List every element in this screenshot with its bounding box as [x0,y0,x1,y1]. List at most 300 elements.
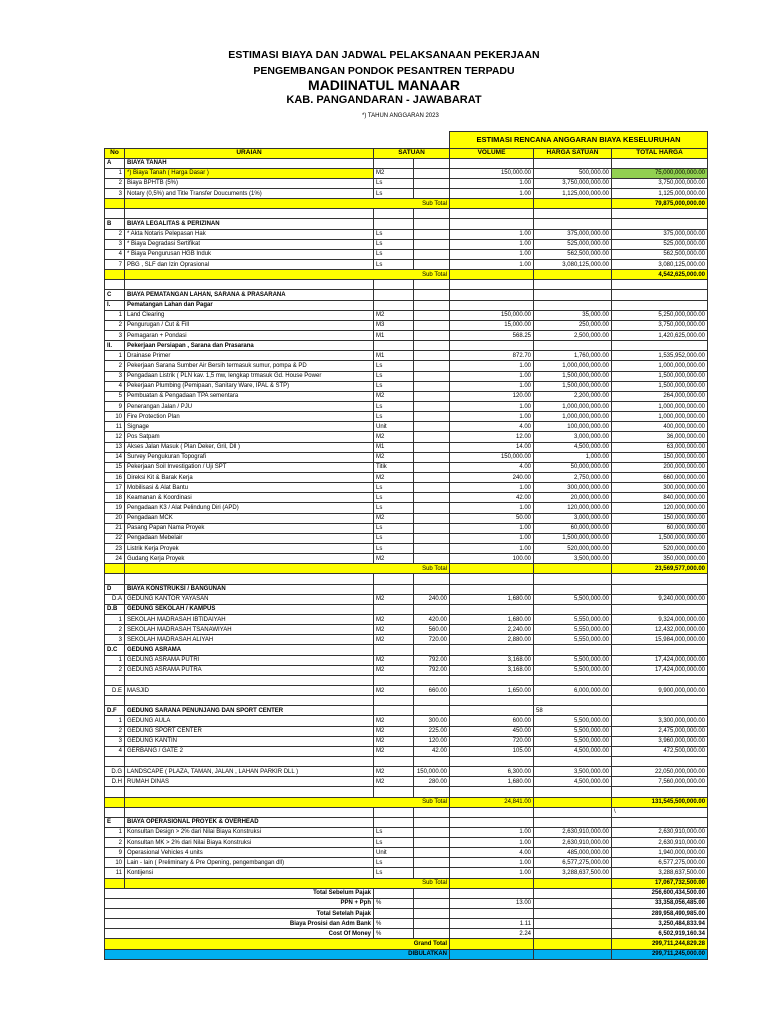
row-total [612,209,708,219]
row-desc: BIAYA TANAH [125,158,374,168]
row-unit: % [374,929,414,939]
row-area [414,706,450,716]
row-desc [125,807,374,817]
row-unit [374,280,414,290]
row-desc [125,675,374,685]
row-no: 2 [105,726,125,736]
row-volume: 1.00 [450,249,534,259]
row-volume [450,888,534,898]
row-volume: 150,000.00 [450,452,534,462]
row-area [414,320,450,330]
row-label: Total Setelah Pajak [105,909,374,919]
row-no: 1 [105,614,125,624]
row-area [414,919,450,929]
row-no: 2 [105,665,125,675]
row-total: 200,000,000.00 [612,462,708,472]
row-volume: 600.00 [450,716,534,726]
table-row [105,473,708,483]
row-no: A [105,158,125,168]
table-band-title: ESTIMASI RENCANA ANGGARAN BIAYA KESELURUHAN [450,132,708,149]
table-row [105,665,708,675]
row-area [414,158,450,168]
row-desc: BIAYA PEMATANGAN LAHAN, SARANA & PRASARANA [125,290,374,300]
row-price: 60,000,000.00 [534,523,612,533]
table-row [105,554,708,564]
row-price: 100,000,000.00 [534,422,612,432]
row-no: 2 [105,625,125,635]
row-area [414,696,450,706]
row-desc: GEDUNG SARANA PENUNJANG DAN SPORT CENTER [125,706,374,716]
row-price: 375,000,000.00 [534,229,612,239]
row-unit: Ls [374,838,414,848]
row-total: 4,542,625,000.00 [612,270,708,280]
row-unit [374,604,414,614]
row-price [534,898,612,908]
table-row [105,543,708,553]
row-price [534,797,612,807]
row-area [414,402,450,412]
row-unit: Ls [374,402,414,412]
row-desc: Direksi Kit & Barak Kerja [125,473,374,483]
row-volume [450,675,534,685]
row-total: 2,630,910,000.00 [612,827,708,837]
row-price: 5,500,000.00 [534,665,612,675]
row-no [105,280,125,290]
row-no: 5 [105,391,125,401]
row-desc: GEDUNG ASRAMA [125,645,374,655]
row-desc: MASJID [125,685,374,695]
row-volume: 1,680.00 [450,777,534,787]
row-volume [450,878,534,888]
row-desc: Listrik Kerja Proyek [125,543,374,553]
row-price [534,787,612,797]
row-desc: Lain - lain ( Preliminary & Pre Opening, pengembangan dll) [125,858,374,868]
table-row [105,736,708,746]
row-unit: Ls [374,523,414,533]
row-no [105,797,125,807]
row-volume [450,341,534,351]
col-header-total-harga: TOTAL HARGA [612,148,708,158]
table-row [105,462,708,472]
summary-row [105,888,708,898]
row-area [414,442,450,452]
row-unit [374,219,414,229]
section-row [105,219,708,229]
row-price: 5,500,000.00 [534,726,612,736]
row-area [414,807,450,817]
row-area [414,209,450,219]
row-desc [125,696,374,706]
row-volume: 1.00 [450,533,534,543]
row-volume: 872.70 [450,351,534,361]
row-area [414,604,450,614]
row-price: 1,000,000,000.00 [534,361,612,371]
row-total [612,675,708,685]
row-price: 120,000,000.00 [534,503,612,513]
table-row [105,625,708,635]
row-total: 150,000,000.00 [612,513,708,523]
row-volume: 1,680.00 [450,594,534,604]
row-no [105,807,125,817]
row-area: 42.00 [414,746,450,756]
row-price: 5,550,000.00 [534,625,612,635]
row-desc [125,574,374,584]
row-unit [374,574,414,584]
table-row [105,371,708,381]
row-no: 3 [105,736,125,746]
blank-row [105,675,708,685]
row-price [534,645,612,655]
summary-row [105,909,708,919]
row-desc: GEDUNG AULA [125,716,374,726]
row-price: 5,550,000.00 [534,635,612,645]
row-area: 280.00 [414,777,450,787]
row-volume: 1.00 [450,178,534,188]
row-total: 15,984,000,000.00 [612,635,708,645]
row-total: 1,000,000,000.00 [612,412,708,422]
row-total: 1,000,000,000.00 [612,361,708,371]
row-no: 16 [105,473,125,483]
row-price: 1,500,000,000.00 [534,533,612,543]
row-no [105,270,125,280]
row-volume [450,645,534,655]
row-total: 3,750,000,000.00 [612,178,708,188]
row-price: 2,630,910,000.00 [534,838,612,848]
row-no [105,564,125,574]
row-total: 256,600,434,500.00 [612,888,708,898]
row-unit: Ls [374,239,414,249]
subtotal-row [105,270,708,280]
row-total: 9,900,000,000.00 [612,685,708,695]
row-price: 1,125,000,000.00 [534,189,612,199]
row-desc: Pengadaan MCK [125,513,374,523]
row-area [414,503,450,513]
table-row [105,513,708,523]
row-unit [374,290,414,300]
row-area [414,898,450,908]
row-total: 1,125,000,000.00 [612,189,708,199]
table-row [105,442,708,452]
row-area: 150,000.00 [414,767,450,777]
row-area [414,513,450,523]
row-unit: % [374,898,414,908]
row-no: E [105,817,125,827]
row-unit: M2 [374,716,414,726]
table-row [105,351,708,361]
row-price: 4,500,000.00 [534,746,612,756]
row-unit: Ls [374,543,414,553]
row-area: 225.00 [414,726,450,736]
row-total: 12,432,000,000.00 [612,625,708,635]
row-volume: 4.00 [450,848,534,858]
row-total: 6,577,275,000.00 [612,858,708,868]
row-unit: M2 [374,554,414,564]
row-desc: GEDUNG KANTIN [125,736,374,746]
row-volume: 1.00 [450,868,534,878]
row-total: 3,080,125,000.00 [612,260,708,270]
row-desc: Biaya BPHTB (5%) [125,178,374,188]
row-total: 9,324,000,000.00 [612,614,708,624]
row-total: 120,000,000.00 [612,503,708,513]
row-label: Cost Of Money [105,929,374,939]
row-no: 7 [105,260,125,270]
row-desc: Pekerjaan Sarana Sumber Air Bersih termasuk sumur, pompa & PD [125,361,374,371]
row-unit: M2 [374,513,414,523]
row-no: 12 [105,432,125,442]
row-unit: M3 [374,320,414,330]
row-area [414,239,450,249]
row-volume [450,909,534,919]
row-volume: 14.00 [450,442,534,452]
row-no: D.E [105,685,125,695]
row-total [612,706,708,716]
row-desc: Pekerjaan Persiapan , Sarana dan Prasarana [125,341,374,351]
row-area [414,249,450,259]
row-area [414,838,450,848]
row-total [612,817,708,827]
row-no: D.C [105,645,125,655]
row-unit: Ls [374,249,414,259]
row-volume [450,939,534,949]
row-total: 5,250,000,000.00 [612,310,708,320]
row-unit: Ls [374,381,414,391]
row-total: 1,500,000,000.00 [612,533,708,543]
row-desc: Pengurugan / Cut & Fill [125,320,374,330]
row-price [534,929,612,939]
row-no: D.B [105,604,125,614]
row-desc: * Biaya Degradasi Sertifikat [125,239,374,249]
row-area: 300.00 [414,716,450,726]
row-volume [450,604,534,614]
row-unit: M2 [374,635,414,645]
row-area [414,351,450,361]
row-volume: 240.00 [450,473,534,483]
row-unit: M2 [374,391,414,401]
row-desc: BIAYA LEGALITAS & PERIZINAN [125,219,374,229]
row-price: 6,000,000.00 [534,685,612,695]
row-total: \ [612,807,708,817]
row-price [534,209,612,219]
row-volume: 120.00 [450,391,534,401]
row-total: 2,475,000,000.00 [612,726,708,736]
row-unit: M2 [374,655,414,665]
table-row [105,848,708,858]
table-band-row [105,132,708,149]
row-volume: 15,000.00 [450,320,534,330]
row-price [534,280,612,290]
row-price: 58 [534,706,612,716]
row-price: 3,750,000,000.00 [534,178,612,188]
row-area [414,412,450,422]
row-price [534,341,612,351]
row-total [612,756,708,766]
row-desc: GEDUNG SEKOLAH / KAMPUS [125,604,374,614]
row-total: 33,358,056,485.00 [612,898,708,908]
row-price [534,604,612,614]
row-desc: GERBANG / GATE 2 [125,746,374,756]
table-row [105,483,708,493]
row-no: 2 [105,178,125,188]
row-price: 525,000,000.00 [534,239,612,249]
row-area [414,178,450,188]
row-desc: Pemagaran + Pondasi [125,331,374,341]
row-desc: GEDUNG KANTOR YAYASAN [125,594,374,604]
row-no: 14 [105,452,125,462]
row-unit: M2 [374,777,414,787]
row-no: 1 [105,827,125,837]
row-no: 19 [105,503,125,513]
row-area [414,280,450,290]
row-area [414,219,450,229]
row-volume [450,270,534,280]
row-area [414,432,450,442]
row-price: 2,500,000.00 [534,331,612,341]
section-row [105,584,708,594]
row-unit: Ls [374,371,414,381]
row-volume: 1,650.00 [450,685,534,695]
row-unit [374,787,414,797]
row-total [612,280,708,290]
row-price [534,817,612,827]
table-row [105,249,708,259]
row-total [612,219,708,229]
row-area [414,381,450,391]
row-price: 3,000,000.00 [534,432,612,442]
table-row [105,168,708,178]
row-volume: 1.00 [450,412,534,422]
row-volume: 4.00 [450,422,534,432]
row-no: 1 [105,655,125,665]
blank-row [105,280,708,290]
row-label: PPN + Pph [105,898,374,908]
row-volume: 1.00 [450,371,534,381]
row-area: 720.00 [414,635,450,645]
table-row [105,331,708,341]
row-area [414,817,450,827]
row-price [534,574,612,584]
row-no: 2 [105,320,125,330]
row-unit: M2 [374,685,414,695]
row-volume [450,564,534,574]
row-unit: Ls [374,858,414,868]
row-no: D.F [105,706,125,716]
row-desc: GEDUNG ASRAMA PUTRI [125,655,374,665]
subtotal-row [105,199,708,209]
row-unit: M2 [374,625,414,635]
row-unit: Ls [374,483,414,493]
row-area [414,827,450,837]
row-total: 562,500,000.00 [612,249,708,259]
table-row [105,726,708,736]
row-desc: SEKOLAH MADRASAH IBTIDAIYAH [125,614,374,624]
row-price: 3,500,000.00 [534,767,612,777]
row-no [105,209,125,219]
row-area [414,462,450,472]
row-area [414,391,450,401]
row-no: 15 [105,462,125,472]
row-unit: M2 [374,594,414,604]
row-volume: 2.24 [450,929,534,939]
row-price: 500,000.00 [534,168,612,178]
section-row [105,341,708,351]
row-no: 4 [105,746,125,756]
row-desc: Konsultan Design > 2% dari Nilai Biaya Konstruksi [125,827,374,837]
row-price: 5,500,000.00 [534,736,612,746]
row-total: 75,000,000,000.00 [612,168,708,178]
row-volume: 4.00 [450,462,534,472]
row-area [414,331,450,341]
row-total: 3,750,000,000.00 [612,320,708,330]
table-row [105,838,708,848]
row-no: 2 [105,838,125,848]
row-total: 3,288,637,500.00 [612,868,708,878]
row-total: 36,000,000.00 [612,432,708,442]
row-price [534,300,612,310]
row-no: 3 [105,239,125,249]
row-desc: Kontijensi [125,868,374,878]
row-total: 3,300,000,000.00 [612,716,708,726]
row-total: 350,000,000.00 [612,554,708,564]
row-unit: M2 [374,726,414,736]
row-no [105,574,125,584]
row-desc: *) Biaya Tanah ( Harga Dasar ) [125,168,374,178]
row-unit: M2 [374,473,414,483]
row-price: 5,500,000.00 [534,716,612,726]
row-price: 6,577,275,000.00 [534,858,612,868]
row-volume: 12.00 [450,432,534,442]
row-unit: M2 [374,665,414,675]
row-desc: LANDSCAPE ( PLAZA, TAMAN, JALAN , LAHAN PARKIR DLL ) [125,767,374,777]
row-volume: 1.00 [450,189,534,199]
row-unit: Ls [374,533,414,543]
row-price [534,219,612,229]
row-unit [374,209,414,219]
row-unit: Titik [374,462,414,472]
row-volume [450,280,534,290]
col-header-uraian: URAIAN [125,148,374,158]
row-no: B [105,219,125,229]
row-volume: 2,240.00 [450,625,534,635]
row-desc: Gudang Kerja Proyek [125,554,374,564]
row-price: 1,500,000,000.00 [534,371,612,381]
row-desc: Pekerjaan Soil Investigation / Uji SPT [125,462,374,472]
row-price [534,696,612,706]
row-volume: 42.00 [450,493,534,503]
row-desc: BIAYA OPERASIONAL PROYEK & OVERHEAD [125,817,374,827]
row-price: 300,000,000.00 [534,483,612,493]
row-price: 1,760,000.00 [534,351,612,361]
doc-title-line4: KAB. PANGANDARAN - JAWABARAT [286,94,482,106]
row-unit: Ls [374,229,414,239]
row-price [534,584,612,594]
row-desc: Survey Pengukuran Topografi [125,452,374,462]
row-volume [450,158,534,168]
row-desc: Fire Protection Plan [125,412,374,422]
section-row [105,158,708,168]
row-total: 7,560,000,000.00 [612,777,708,787]
row-total: 400,000,000.00 [612,422,708,432]
row-total: 63,000,000.00 [612,442,708,452]
row-desc: Operasional Vehicles 4 units [125,848,374,858]
row-volume: 13.00 [450,898,534,908]
row-no: 18 [105,493,125,503]
row-price: 250,000.00 [534,320,612,330]
row-price: 3,080,125,000.00 [534,260,612,270]
row-total: 472,500,000.00 [612,746,708,756]
row-unit: Ls [374,189,414,199]
row-no: 10 [105,412,125,422]
row-price: 4,500,000.00 [534,442,612,452]
